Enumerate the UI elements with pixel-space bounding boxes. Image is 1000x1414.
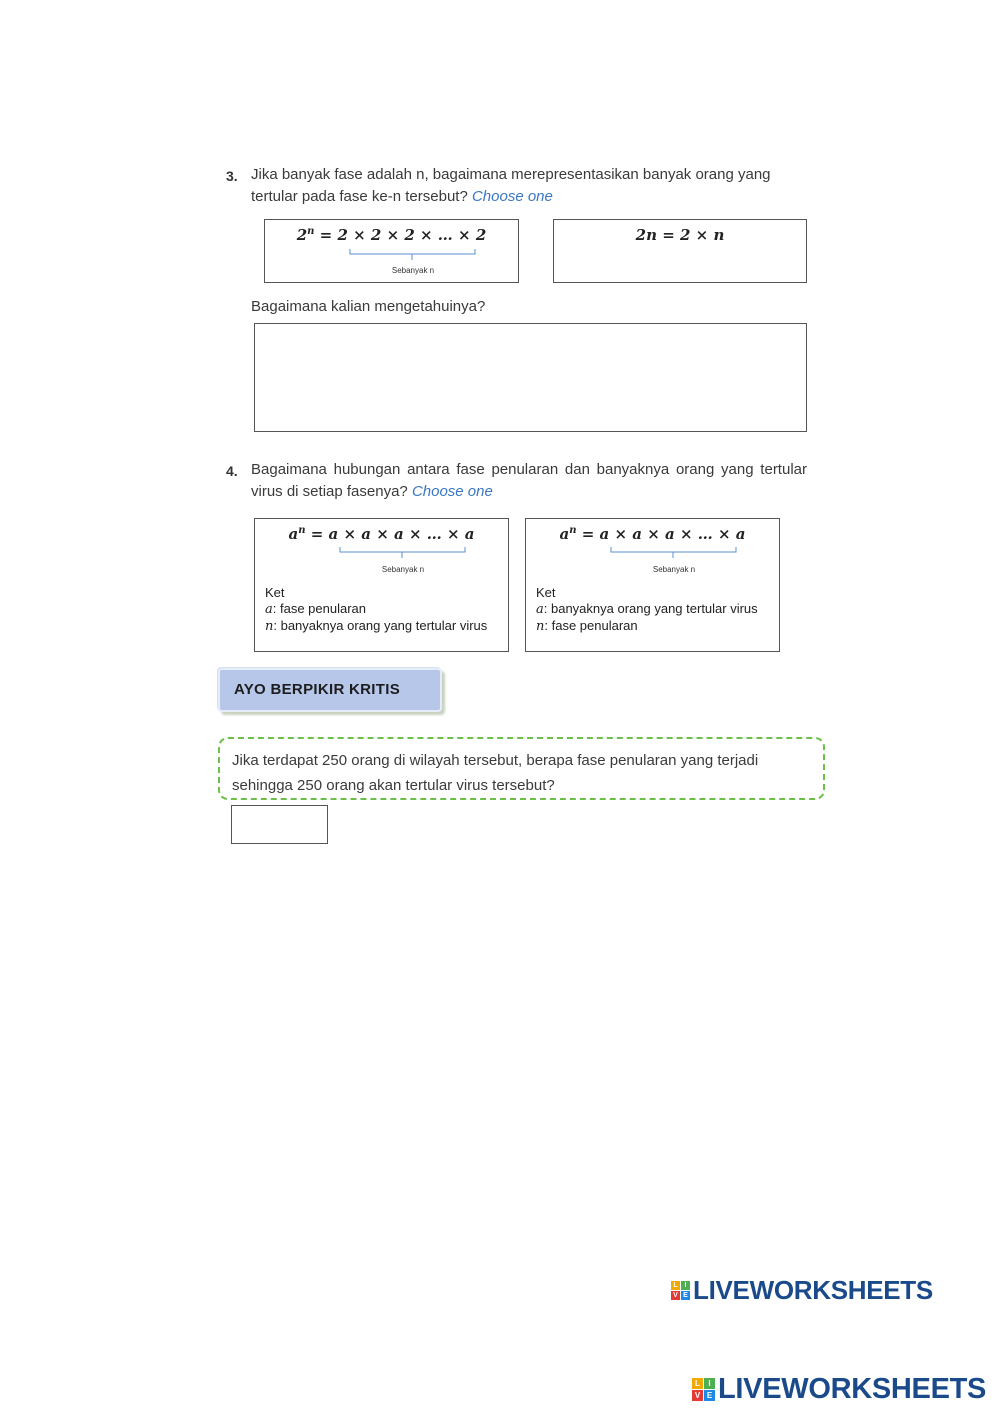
- q3-text: [251, 164, 811, 208]
- q4-option-a-sebanyak: Sebanyak n: [381, 565, 425, 574]
- q4-option-a-rhs: = a × a × a × … × a: [310, 525, 475, 543]
- q4-option-a-ket-a: : fase penularan: [272, 601, 366, 616]
- mark-v: V: [671, 1291, 680, 1300]
- q3-line2-wrap: [251, 186, 811, 208]
- q4-option-a-ket-n-sym: n: [265, 619, 274, 634]
- q4-number: 4.: [226, 463, 238, 479]
- q4-option-b-sebanyak: Sebanyak n: [652, 565, 696, 574]
- q4-option-b-base: a: [559, 525, 570, 543]
- banner-title: AYO BERPIKIR KRITIS: [234, 681, 401, 698]
- q3-option-a-sebanyak: Sebanyak n: [391, 266, 435, 275]
- q3-line2: tertular pada fase ke-n tersebut?: [251, 188, 468, 205]
- liveworksheets-footer-wordmark: LIVEWORKSHEETS: [718, 1373, 987, 1405]
- q4-line2-wrap: [251, 481, 807, 503]
- q4-option-b-ket-a: : banyaknya orang yang tertular virus: [543, 601, 758, 616]
- q3-option-a-rhs: = 2 × 2 × 2 × … × 2: [319, 226, 487, 244]
- q4-option-b-ket: [536, 585, 758, 635]
- q4-option-b-exp: n: [569, 525, 577, 536]
- liveworksheets-logo-footer[interactable]: [692, 1373, 986, 1406]
- q4-option-b-ket-title: Ket: [536, 585, 556, 600]
- q4-text: [251, 459, 807, 503]
- q3-line1: Jika banyak fase adalah n, bagaimana merepresentasikan banyak orang yang: [251, 166, 771, 183]
- q4-option-b-ket-n: : fase penularan: [544, 618, 638, 633]
- q4-line1: Bagaimana hubungan antara fase penularan dan banyaknya orang yang tertular: [251, 461, 807, 478]
- q3-option-a-exp: n: [307, 226, 315, 237]
- q3-option-a[interactable]: [264, 219, 519, 283]
- q4-option-a-base: a: [288, 525, 299, 543]
- liveworksheets-footer-mark-icon: [692, 1378, 715, 1401]
- liveworksheets-logo-inner: [671, 1275, 933, 1306]
- q4-option-b-ket-n-sym: n: [536, 619, 545, 634]
- q4-line2: virus di setiap fasenya?: [251, 483, 408, 500]
- critical-line1: Jika terdapat 250 orang di wilayah tersebut, berapa fase penularan yang terjadi: [232, 752, 759, 769]
- q4-option-a-underbrace: [339, 546, 467, 560]
- footer-mark-e: E: [704, 1390, 715, 1401]
- critical-answer-input[interactable]: [231, 805, 328, 844]
- q4-option-a-ket-a-row: [265, 601, 487, 618]
- q3-option-b-formula: 2n = 2 × n: [635, 226, 725, 244]
- q4-option-a-ket-n: : banyaknya orang yang tertular virus: [273, 618, 488, 633]
- q4-option-a-formula: [255, 525, 508, 543]
- liveworksheets-mark-icon: [671, 1281, 690, 1300]
- footer-mark-v: V: [692, 1390, 703, 1401]
- q4-option-a-ket-title: Ket: [265, 585, 285, 600]
- q4-option-b-formula: [526, 525, 779, 543]
- critical-question-text: [232, 748, 758, 798]
- q4-option-a-exp: n: [298, 525, 306, 536]
- q4-option-b-underbrace: [610, 546, 738, 560]
- q4-option-b[interactable]: [525, 518, 780, 652]
- q4-option-b-ket-n-row: [536, 618, 758, 635]
- q3-option-b[interactable]: [553, 219, 807, 283]
- ayo-berpikir-kritis-banner: [218, 668, 442, 712]
- q4-option-a[interactable]: [254, 518, 509, 652]
- mark-i: I: [681, 1281, 690, 1290]
- footer-mark-l: L: [692, 1378, 703, 1389]
- q3-choose-one[interactable]: Choose one: [471, 188, 553, 205]
- q3-number: 3.: [226, 168, 238, 184]
- q3-option-a-base: 2: [296, 226, 308, 244]
- q4-option-b-ket-a-row: [536, 601, 758, 618]
- critical-question-box: [218, 737, 825, 800]
- mark-l: L: [671, 1281, 680, 1290]
- q4-option-a-ket: [265, 585, 487, 635]
- q4-option-a-ket-n-row: [265, 618, 487, 635]
- critical-line2: sehingga 250 orang akan tertular virus tersebut?: [232, 777, 555, 794]
- q4-option-a-ket-a-sym: a: [265, 602, 273, 617]
- q4-choose-one[interactable]: Choose one: [411, 483, 493, 500]
- q3-answer-textarea[interactable]: [254, 323, 807, 432]
- footer-mark-i: I: [704, 1378, 715, 1389]
- q4-option-b-ket-a-sym: a: [536, 602, 544, 617]
- q3-followup: Bagaimana kalian mengetahuinya?: [251, 298, 486, 315]
- liveworksheets-wordmark: LIVEWORKSHEETS: [693, 1275, 933, 1305]
- mark-e: E: [681, 1291, 690, 1300]
- q4-option-b-rhs: = a × a × a × … × a: [581, 525, 746, 543]
- q3-option-a-underbrace: [349, 248, 477, 262]
- q3-option-a-formula: [265, 226, 518, 244]
